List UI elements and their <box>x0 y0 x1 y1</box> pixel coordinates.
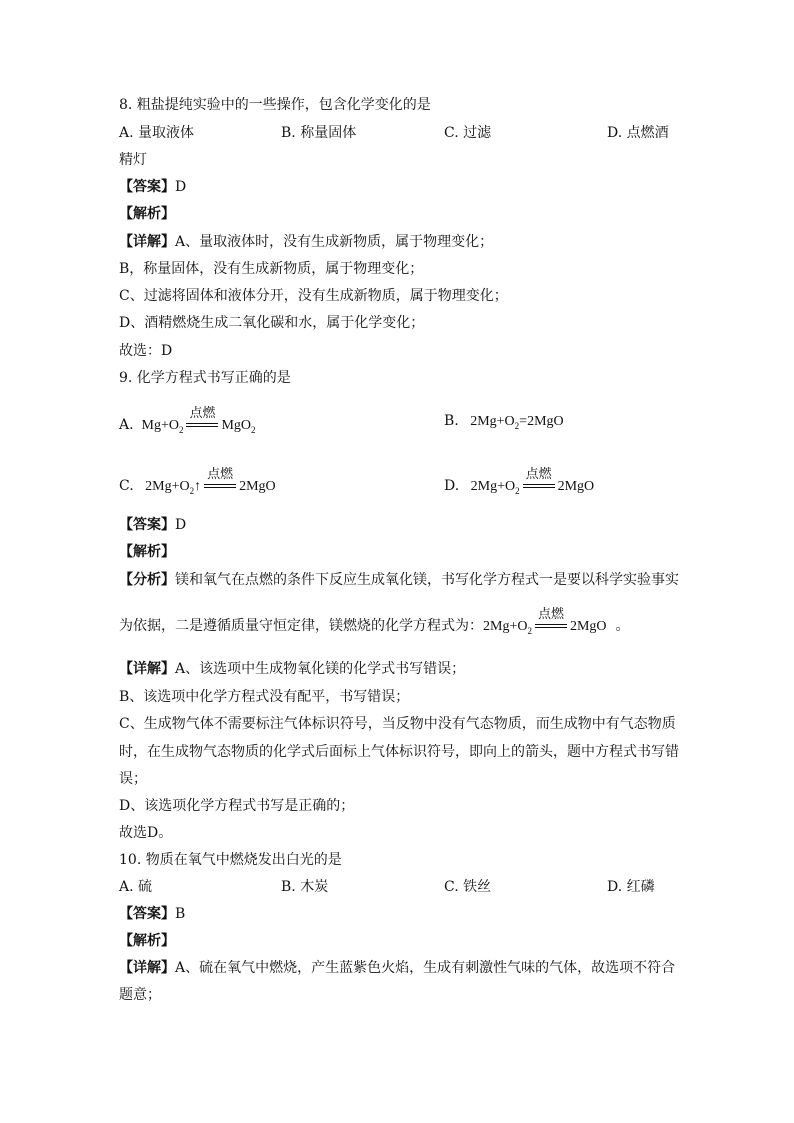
option-letter: D. <box>444 478 460 494</box>
q9-detail-a <box>119 659 465 679</box>
q8-detail-d: D、酒精燃烧生成二氧化碳和水，属于化学变化； <box>119 315 425 331</box>
q8-detail-c: C、过滤将固体和液体分开，没有生成新物质，属于物理变化； <box>119 288 508 304</box>
q9-detail-c-3: 误； <box>119 771 147 787</box>
q10-detail-a-2: 题意； <box>119 987 161 1003</box>
q9-stem: 9. 化学方程式书写正确的是 <box>119 370 291 386</box>
answer-label: 【答案】 <box>119 906 175 922</box>
detail-label: 【详解】 <box>119 661 175 677</box>
q8-answer <box>119 177 186 197</box>
reaction-condition: 点燃 <box>521 472 557 492</box>
q8-analysis-label: 【解析】 <box>119 206 175 222</box>
q9-option-d <box>444 467 595 501</box>
equation-c: $2Mg+O_2↑$ 点燃 2MgO <box>145 467 276 496</box>
q8-option-d-wrap: 精灯 <box>119 152 147 168</box>
reaction-condition: 点燃 <box>533 612 569 632</box>
reaction-condition: 点燃 <box>184 411 220 431</box>
analysis-text: 镁和氧气在点燃的条件下反应生成氧化镁，书写化学方程式一是要以科学实验事实 <box>175 572 679 588</box>
equation-d: $2Mg+O_2$ 点燃 2MgO <box>470 467 595 496</box>
q10-answer <box>119 904 185 924</box>
analysis-sub-label: 【分析】 <box>119 572 175 588</box>
detail-label: 【详解】 <box>119 234 175 250</box>
q9-analysis-line-1 <box>119 570 679 590</box>
q9-detail-d: D、该选项化学方程式书写是正确的； <box>119 798 355 814</box>
q10-analysis-label: 【解析】 <box>119 933 175 949</box>
option-letter: B. <box>444 413 459 429</box>
q9-detail-c-2: 时，在生成物气态物质的化学式后面标上气体标识符号，即向上的箭头，题中方程式书写错 <box>119 744 679 760</box>
analysis-end: 。 <box>615 618 630 634</box>
q8-option-a: A. 量取液体 <box>119 125 195 141</box>
reaction-condition: 点燃 <box>202 472 238 492</box>
q9-option-b <box>444 411 564 436</box>
analysis-text: 为依据，二是遵循质量守恒定律，镁燃烧的化学方程式为： <box>119 618 483 634</box>
q10-option-d: D. 红磷 <box>607 879 655 895</box>
equation-b: $2Mg+O_2=2MgO$ <box>470 414 564 431</box>
q8-option-d: D. 点燃酒 <box>607 125 669 141</box>
q9-analysis-label: 【解析】 <box>119 544 175 560</box>
answer-value: B <box>175 906 186 922</box>
q10-option-a: A. 硫 <box>119 879 153 895</box>
detail-text: A、硫在氧气中燃烧，产生蓝紫色火焰，生成有刺激性气味的气体，故选项不符合 <box>175 960 676 976</box>
q9-detail-b: B、该选项中化学方程式没有配平，书写错误； <box>119 689 410 705</box>
q9-option-a <box>119 406 256 440</box>
gas-arrow-icon: ↑ <box>194 479 202 494</box>
q8-option-c: C. 过滤 <box>444 125 492 141</box>
q10-option-b: B. 木炭 <box>281 879 329 895</box>
q9-option-c <box>119 467 276 501</box>
q8-stem: 8. 粗盐提纯实验中的一些操作，包含化学变化的是 <box>119 97 431 113</box>
q8-detail-a <box>119 232 493 252</box>
detail-label: 【详解】 <box>119 960 175 976</box>
q8-conclusion: 故选：D <box>119 343 173 359</box>
q8-option-b: B. 称量固体 <box>281 125 357 141</box>
q9-analysis-line-2 <box>119 607 630 641</box>
option-letter: A. <box>119 417 134 433</box>
q9-answer <box>119 515 186 535</box>
q10-stem: 10. 物质在氧气中燃烧发出白光的是 <box>119 852 342 868</box>
detail-text: A、该选项中生成物氧化镁的化学式书写错误； <box>175 661 466 677</box>
answer-value: D <box>175 179 187 195</box>
option-letter: C. <box>119 478 134 494</box>
answer-label: 【答案】 <box>119 179 175 195</box>
q9-detail-c-1: C、生成物气体不需要标注气体标识符号，当反物中没有气态物质，而生成物中有气态物质 <box>119 716 676 732</box>
q10-detail-a-1 <box>119 958 675 978</box>
equation-a: $Mg+O_2$ 点燃 MgO$_2$ <box>141 406 256 435</box>
q10-option-c: C. 铁丝 <box>444 879 492 895</box>
answer-value: D <box>175 517 187 533</box>
answer-label: 【答案】 <box>119 517 175 533</box>
analysis-equation: $2Mg+O_2$ 点燃 2MgO <box>483 607 607 636</box>
q9-conclusion: 故选D。 <box>119 825 173 841</box>
detail-text: A、量取液体时，没有生成新物质，属于物理变化； <box>175 234 494 250</box>
q8-detail-b: B，称量固体，没有生成新物质，属于物理变化； <box>119 261 424 277</box>
